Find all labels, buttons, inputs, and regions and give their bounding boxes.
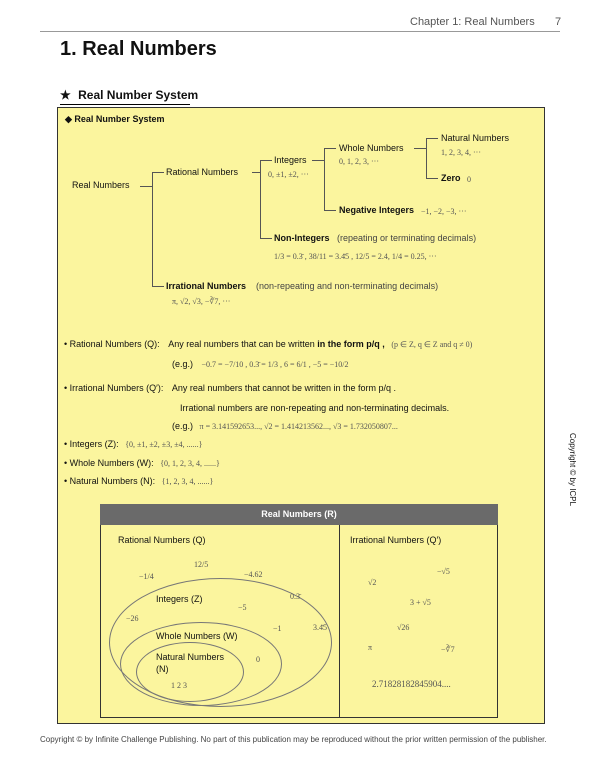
- def-irrational: • Irrational Numbers (Q′): Any real numbers that cannot be written in the form p/q .: [64, 383, 397, 393]
- section-heading: [60, 88, 198, 102]
- val: √2: [368, 578, 377, 587]
- natural-examples: 1, 2, 3, 4, ···: [441, 148, 481, 157]
- header-rule: [40, 31, 560, 32]
- venn-integers-title: Integers (Z): [156, 594, 203, 604]
- val: −4.62: [244, 570, 263, 579]
- rational-cond: (p ∈ Z, q ∈ Z and q ≠ 0): [391, 340, 473, 349]
- node-natural: Natural Numbers: [441, 133, 510, 143]
- tree-line: [312, 160, 324, 161]
- def-integers: • Integers (Z): {0, ±1, ±2, ±3, ±4, ......}: [64, 439, 203, 449]
- side-copyright: Copyright © by ICPL: [568, 432, 578, 507]
- val: −5: [238, 603, 247, 612]
- diagram-heading: ◆ Real Number System: [65, 114, 165, 124]
- footer-copyright: Copyright © by Infinite Challenge Publishing. No part of this publication may be reproduced without the prior written permission of the publisher.: [40, 735, 547, 744]
- tree-line: [260, 160, 272, 161]
- node-rational: Rational Numbers: [166, 167, 239, 177]
- star-icon: ★: [60, 88, 71, 102]
- page-title: 1. Real Numbers: [60, 38, 217, 60]
- val: 3.4̄5: [313, 623, 327, 632]
- tree-line: [426, 138, 438, 139]
- val: −√5: [437, 567, 450, 576]
- rational-eg: (e.g.): [172, 359, 194, 369]
- negative-examples: −1, −2, −3, ···: [421, 207, 467, 216]
- irrational-examples: [172, 421, 398, 431]
- tree-line: [260, 238, 272, 239]
- nonint-desc: (repeating or terminating decimals): [337, 233, 477, 243]
- val: 0: [256, 655, 260, 664]
- tree-line: [324, 148, 325, 210]
- tree-line: [152, 172, 164, 173]
- zero-example: 0: [467, 175, 471, 184]
- venn-divider: [339, 525, 340, 718]
- natural-label: Natural Numbers (N):: [69, 476, 156, 486]
- venn-natural-title: Natural Numbers (N): [156, 652, 225, 674]
- venn-irrational-title: Irrational Numbers (Q′): [350, 535, 442, 545]
- val: 1 2 3: [171, 681, 187, 690]
- def-whole: • Whole Numbers (W): {0, 1, 2, 3, 4, ......}: [64, 458, 220, 468]
- node-whole: Whole Numbers: [339, 143, 404, 153]
- tree-line: [260, 160, 261, 238]
- irrational-text: Any real numbers that cannot be written in the form p/q .: [171, 383, 397, 393]
- val: 0.3̄: [290, 592, 300, 601]
- node-real: Real Numbers: [72, 180, 130, 190]
- node-zero: Zero: [441, 173, 461, 183]
- tree-line: [426, 178, 438, 179]
- def-rational: • Rational Numbers (Q): Any real numbers that can be written in the form p/q , (p ∈ Z, q ∈ Z and q ≠ 0): [64, 339, 473, 349]
- val: −26: [126, 614, 139, 623]
- val: 2.71828182845904....: [372, 679, 451, 689]
- page-number: 7: [555, 16, 562, 28]
- val: −1/4: [139, 572, 154, 581]
- irrational-eg: (e.g.): [172, 421, 194, 431]
- tree-line: [324, 210, 336, 211]
- section-underline: [60, 104, 190, 105]
- val: π: [368, 643, 373, 652]
- rational-examples: [172, 359, 349, 369]
- section-label: Real Number System: [78, 88, 199, 102]
- val: 3 + √5: [410, 598, 431, 607]
- irrational-label: Irrational Numbers (Q′):: [69, 383, 164, 393]
- tree-line: [140, 186, 152, 187]
- tree-line: [152, 172, 153, 286]
- rational-text: Any real numbers that can be written: [168, 339, 315, 349]
- irrational-desc: (non-repeating and non-terminating decimals): [256, 281, 439, 291]
- venn-rational-title: Rational Numbers (Q): [118, 535, 206, 545]
- def-natural: • Natural Numbers (N): {1, 2, 3, 4, ......}: [64, 476, 214, 486]
- integers-examples: 0, ±1, ±2, ···: [268, 170, 309, 179]
- node-irrational: Irrational Numbers: [166, 281, 247, 291]
- node-integers: Integers: [274, 155, 307, 165]
- irrational-eg-vals: π = 3.141592653..., √2 = 1.414213562..., √3 = 1.732050807...: [199, 422, 398, 431]
- node-negative: Negative Integers: [339, 205, 415, 215]
- tree-line: [324, 148, 336, 149]
- tree-line: [152, 286, 164, 287]
- val: √26: [397, 623, 410, 632]
- integers-set: {0, ±1, ±2, ±3, ±4, ......}: [125, 440, 203, 449]
- tree-line: [414, 148, 426, 149]
- nonint-examples: 1/3 = 0.3̄ , 38/11 = 3.4̄5 , 12/5 = 2.4, 1/4 = 0.25, ···: [274, 252, 437, 261]
- rational-eg-vals: −0.7 = −7/10 , 0.3̄ = 1/3 , 6 = 6/1 , −5 = −10/2: [201, 360, 349, 369]
- rational-label: Rational Numbers (Q):: [69, 339, 160, 349]
- tree-line: [252, 172, 260, 173]
- venn-whole-title: Whole Numbers (W): [156, 631, 238, 641]
- whole-label: Whole Numbers (W):: [69, 458, 154, 468]
- chapter-header: Chapter 1: Real Numbers: [410, 16, 535, 28]
- natural-set: {1, 2, 3, 4, ......}: [161, 477, 214, 486]
- irrational-text2: Irrational numbers are non-repeating and non-terminating decimals.: [180, 403, 450, 413]
- node-nonint: Non-Integers: [274, 233, 330, 243]
- irrational-examples: π, √2, √3, −∛7, ···: [172, 297, 231, 306]
- val: −∛7: [441, 645, 455, 654]
- val: 12/5: [194, 560, 209, 569]
- val: −1: [273, 624, 282, 633]
- whole-examples: 0, 1, 2, 3, ···: [339, 157, 379, 166]
- tree-line: [426, 138, 427, 178]
- integers-label: Integers (Z):: [69, 439, 119, 449]
- whole-set: {0, 1, 2, 3, 4, ......}: [160, 459, 220, 468]
- venn-title: Real Numbers (R): [100, 504, 498, 525]
- rational-form: in the form p/q ,: [317, 339, 385, 349]
